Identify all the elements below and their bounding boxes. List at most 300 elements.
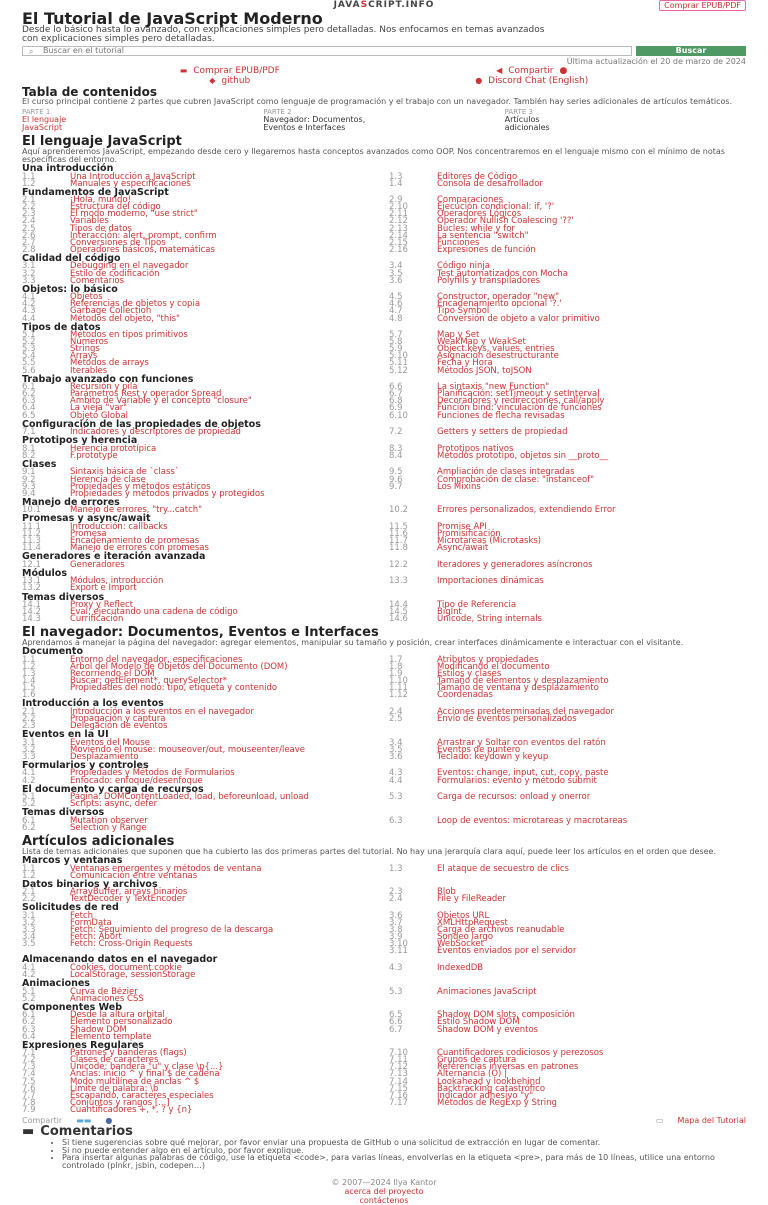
article-title[interactable]: File y FileReader bbox=[437, 894, 506, 905]
chapter-title[interactable]: Eventos en la UI bbox=[22, 729, 109, 741]
article-title[interactable]: Test automatizados con Mocha bbox=[437, 268, 568, 279]
part2-chapters bbox=[22, 648, 746, 832]
article-title[interactable]: Getters y setters de propiedad bbox=[437, 427, 568, 438]
article-title[interactable]: ArrayBuffer, arrays binarios bbox=[70, 887, 188, 898]
article-title[interactable]: Animaciones JavaScript bbox=[437, 986, 537, 997]
article-number: 8.3 bbox=[389, 443, 403, 454]
article-number: 4.3 bbox=[389, 962, 403, 973]
article-link[interactable] bbox=[22, 1104, 379, 1115]
chapter-title[interactable]: Trabajo avanzado con funciones bbox=[22, 373, 194, 385]
article-title[interactable]: Métodos del objeto, "this" bbox=[70, 313, 180, 324]
article-title[interactable]: Herencia prototípica bbox=[70, 443, 157, 454]
article-title[interactable]: Consola de desarrollador bbox=[437, 178, 543, 189]
article-title[interactable]: La sintaxis "new Function" bbox=[437, 382, 550, 393]
article-title[interactable]: Map y Set bbox=[437, 330, 480, 341]
article-title[interactable]: Expresiones de función bbox=[437, 244, 536, 255]
article-link[interactable] bbox=[389, 972, 746, 979]
article-title[interactable]: Bucles: while y for bbox=[437, 223, 515, 234]
article-title[interactable]: Métodos prototipo, objetos sin __proto__ bbox=[437, 450, 609, 461]
search-input[interactable] bbox=[22, 46, 632, 56]
article-number: 4.8 bbox=[389, 313, 403, 324]
article-title[interactable]: Acciones predeterminadas del navegador bbox=[437, 706, 614, 717]
chapter-title[interactable]: Animaciones bbox=[22, 978, 90, 990]
article-title[interactable]: Funciones bbox=[437, 237, 480, 248]
article-link[interactable] bbox=[389, 365, 746, 376]
article-title[interactable]: Clases de caracteres bbox=[70, 1055, 159, 1066]
article-link[interactable] bbox=[389, 481, 746, 492]
article-link[interactable] bbox=[389, 507, 746, 514]
part1-title: El lenguaje JavaScript bbox=[22, 134, 182, 149]
article-title[interactable]: Asignación desestructurante bbox=[437, 351, 559, 362]
article-number bbox=[389, 1107, 437, 1114]
article-link[interactable] bbox=[389, 801, 746, 808]
article-link[interactable] bbox=[389, 815, 746, 826]
article-title[interactable]: Cuantificadores +, *, ? y {n} bbox=[70, 1104, 193, 1115]
article-title[interactable]: Operadores básicos, matemáticas bbox=[70, 244, 215, 255]
facebook-share-icon[interactable]: ● bbox=[105, 1116, 113, 1126]
chapter-title[interactable]: Temas diversos bbox=[22, 591, 105, 603]
article-link[interactable] bbox=[22, 616, 379, 623]
article-title[interactable]: Planificación: setTimeout y setInterval bbox=[437, 389, 600, 400]
article-link[interactable] bbox=[22, 822, 379, 833]
article-link[interactable] bbox=[389, 178, 746, 189]
article-title[interactable]: Iterables bbox=[70, 365, 108, 376]
article-title[interactable]: Una Introducción a JavaScript bbox=[70, 171, 196, 182]
article-title[interactable]: Propagación y captura bbox=[70, 713, 166, 724]
chapter-title[interactable]: Clases bbox=[22, 458, 57, 470]
article-title[interactable]: Funciones de flecha revisadas bbox=[437, 410, 565, 421]
article-link[interactable] bbox=[22, 559, 379, 570]
article-title[interactable]: Modo multilínea de anclas ^ $ bbox=[70, 1076, 200, 1087]
top-buy-button[interactable]: Comprar EPUB/PDF bbox=[659, 0, 746, 11]
chapter-title[interactable]: Prototipos y herencia bbox=[22, 435, 138, 447]
article-link[interactable] bbox=[389, 616, 746, 623]
article-number: 5.1 bbox=[22, 330, 36, 341]
article-title[interactable]: Grupos de captura bbox=[437, 1055, 517, 1066]
article-title[interactable]: Ámbito de Variable y el concepto "closure" bbox=[70, 396, 252, 407]
article-title[interactable]: Enfocado: enfoque/desenfoque bbox=[70, 775, 203, 786]
article-number bbox=[389, 873, 437, 880]
part-link-1[interactable]: PARTE 1 El lenguaje JavaScript bbox=[22, 108, 67, 132]
article-link[interactable] bbox=[389, 244, 746, 255]
article-title[interactable]: Indicadores y descriptores de propiedad bbox=[70, 427, 241, 438]
article-title[interactable]: Función bind: vinculación de funciones bbox=[437, 403, 602, 414]
article-title[interactable]: Conjuntos y rangos [...] bbox=[70, 1097, 170, 1108]
twitter-share-icon[interactable]: ▬▬ bbox=[76, 1116, 92, 1126]
article-number: 2.1 bbox=[22, 195, 36, 206]
article-link[interactable] bbox=[389, 429, 746, 436]
article-number: 4.2 bbox=[22, 299, 36, 310]
article-number: 14.5 bbox=[389, 607, 408, 618]
article-title[interactable]: Mutation observer bbox=[70, 815, 148, 826]
article-link[interactable] bbox=[22, 450, 379, 461]
article-title[interactable]: Patrones y banderas (flags) bbox=[70, 1048, 187, 1059]
article-title[interactable]: Página: DOMContentLoaded, load, beforeunload, unload bbox=[70, 792, 309, 803]
article-title[interactable]: Decoradores y redirecciones, call/apply bbox=[437, 396, 605, 407]
article-link[interactable] bbox=[389, 275, 746, 286]
article-title[interactable]: Blob bbox=[437, 887, 456, 898]
article-title[interactable]: Referencias inversas en patrones bbox=[437, 1062, 579, 1073]
article-title[interactable]: Eventos enviados por el servidor bbox=[437, 946, 577, 957]
article-title[interactable]: Propiedades del nodo: tipo, etiqueta y contenido bbox=[70, 683, 278, 694]
article-title[interactable]: Tipo de Referencia bbox=[437, 600, 517, 611]
article-title[interactable]: Encadenamiento opcional '?.' bbox=[437, 299, 562, 310]
article-title[interactable]: Carga de archivos reanudable bbox=[437, 925, 565, 936]
chapter-title[interactable]: Manejo de errores bbox=[22, 496, 120, 508]
article-title[interactable]: Polyfills y transpiladores bbox=[437, 275, 541, 286]
article-title[interactable]: Fetch: Abort bbox=[70, 932, 122, 943]
article-title[interactable]: Atributos y propiedades bbox=[437, 654, 539, 665]
article-title[interactable]: Lookahead y lookbehind bbox=[437, 1076, 541, 1087]
article-link[interactable] bbox=[389, 559, 746, 570]
article-title[interactable]: Estilo Shadow DOM bbox=[437, 1017, 520, 1028]
github-link[interactable]: ◆ github bbox=[209, 76, 251, 86]
article-title[interactable]: Promesa bbox=[70, 528, 107, 539]
article-title[interactable]: Números bbox=[70, 337, 109, 348]
article-link[interactable] bbox=[389, 825, 746, 832]
copyright: © 2007—2024 Ilya Kantor bbox=[331, 1177, 437, 1187]
article-title[interactable]: Editores de Código bbox=[437, 171, 518, 182]
article-title[interactable]: Recorriendo el DOM bbox=[70, 669, 155, 679]
article-title[interactable]: Scripts: async, defer bbox=[70, 799, 158, 810]
article-number: 7.17 bbox=[389, 1097, 408, 1108]
article-link[interactable] bbox=[22, 941, 379, 948]
article-number bbox=[389, 996, 437, 1003]
article-title[interactable]: Moviendo el mouse: mouseover/out, mouseenter/leave bbox=[70, 744, 306, 755]
article-link[interactable] bbox=[389, 775, 746, 786]
contact-link[interactable]: contáctenos bbox=[359, 1195, 409, 1205]
article-title[interactable]: Entorno del navegador, especificaciones bbox=[70, 654, 243, 665]
article-title[interactable]: XMLHttpRequest bbox=[437, 917, 508, 928]
chapter-title[interactable]: Expresiones Regulares bbox=[22, 1039, 144, 1051]
article-number: 2.4 bbox=[22, 216, 36, 227]
article-number: 2.3 bbox=[22, 721, 36, 732]
article-title[interactable]: TextDecoder y TextEncoder bbox=[70, 894, 186, 905]
article-title[interactable]: Shadow DOM bbox=[70, 1024, 127, 1035]
article-title[interactable]: Métodos JSON, toJSON bbox=[437, 365, 532, 376]
article-title[interactable]: Garbage Collection bbox=[70, 306, 152, 317]
article-number: 2.14 bbox=[389, 230, 408, 241]
chapter-title[interactable]: Objetos: lo básico bbox=[22, 283, 118, 295]
article-title[interactable]: FormData bbox=[70, 917, 112, 928]
article-title[interactable]: Tipos de datos bbox=[70, 223, 132, 234]
article-title[interactable]: Variables bbox=[70, 216, 109, 227]
article-title[interactable]: Importaciones dinámicas bbox=[437, 576, 544, 587]
article-title[interactable]: Eventos de puntero bbox=[437, 744, 521, 755]
article-title[interactable]: El ataque de secuestro de clics bbox=[437, 863, 569, 874]
article-title[interactable]: Constructor, operador "new" bbox=[437, 292, 559, 303]
article-title[interactable]: Manejo de errores, "try...catch" bbox=[70, 505, 203, 516]
article-link[interactable] bbox=[389, 996, 746, 1003]
chapter-title[interactable]: Módulos bbox=[22, 567, 67, 579]
article-link[interactable] bbox=[389, 585, 746, 592]
article-title[interactable]: Escapando, caracteres especiales bbox=[70, 1090, 214, 1101]
share-icon: ◀ bbox=[496, 66, 503, 75]
article-number: 2.2 bbox=[22, 894, 36, 905]
article-title[interactable]: Buscar: getElement*, querySelector* bbox=[70, 676, 227, 687]
article-title[interactable]: Fetch: Seguimiento del progreso de la descarga bbox=[70, 925, 274, 936]
article-title[interactable]: Manuales y especificaciones bbox=[70, 178, 191, 189]
site-logo[interactable]: JAVASCRIPT.INFO bbox=[333, 0, 435, 10]
article-link[interactable] bbox=[22, 685, 379, 692]
article-title[interactable]: Operadores Lógicos bbox=[437, 209, 522, 220]
article-number: 1.2 bbox=[22, 178, 36, 189]
article-link[interactable] bbox=[389, 751, 746, 762]
article-title[interactable]: Tamaño de elementos y desplazamiento bbox=[437, 676, 609, 687]
chapter-title[interactable]: Promesas y async/await bbox=[22, 513, 151, 525]
chapter-title[interactable]: Temas diversos bbox=[22, 807, 105, 819]
chapter-title[interactable]: Almacenando datos en el navegador bbox=[22, 954, 218, 966]
article-title[interactable]: Estilo de codificación bbox=[70, 268, 160, 279]
article-link[interactable] bbox=[389, 545, 746, 552]
article-link[interactable] bbox=[389, 1107, 746, 1114]
article-link[interactable] bbox=[389, 1034, 746, 1041]
article-title[interactable]: Ampliación de clases integradas bbox=[437, 467, 575, 478]
article-title[interactable]: WeakMap y WeakSet bbox=[437, 337, 526, 348]
article-title[interactable]: Desde la altura orbital bbox=[70, 1010, 165, 1021]
article-title[interactable]: Carga de recursos: onload y onerror bbox=[437, 792, 591, 803]
article-link[interactable] bbox=[389, 692, 746, 699]
chapter-title[interactable]: Componentes Web bbox=[22, 1001, 123, 1013]
article-title[interactable]: Cookies, document.cookie bbox=[70, 962, 182, 973]
article-title[interactable]: Propiedades y métodos estáticos bbox=[70, 481, 211, 492]
article-title[interactable]: Eval: ejecutando una cadena de código bbox=[70, 607, 238, 618]
article-title[interactable]: Métodos de RegExp y String bbox=[437, 1097, 557, 1108]
article-title[interactable]: Currificación bbox=[70, 614, 124, 625]
article-number: 2.4 bbox=[389, 706, 403, 717]
comments-icon: ▬ bbox=[22, 1124, 35, 1140]
article-number: 9.7 bbox=[389, 481, 403, 492]
article-title[interactable]: Parámetros Rest y operador Spread bbox=[70, 389, 222, 400]
chapter-title[interactable]: Tipos de datos bbox=[22, 321, 101, 333]
hero-description: Desde lo básico hasta lo avanzado, con explicaciones simples pero detalladas. Nos enfocamos en temas avanzados bbox=[22, 25, 545, 35]
article-number: 3.3 bbox=[22, 751, 36, 762]
article-title[interactable]: F.prototype bbox=[70, 450, 118, 461]
article-title[interactable]: Promisificación bbox=[437, 528, 501, 539]
article-title[interactable]: Ventanas emergentes y métodos de ventana bbox=[70, 863, 262, 874]
article-link[interactable] bbox=[389, 723, 746, 730]
article-title[interactable]: Elemento template bbox=[70, 1031, 152, 1042]
article-title[interactable]: Los Mixins bbox=[437, 481, 481, 492]
article-title[interactable]: Promise API bbox=[437, 521, 487, 532]
article-title[interactable]: Export e Import bbox=[70, 583, 137, 594]
article-title[interactable]: Arrastrar y Soltar con eventos del ratón bbox=[437, 737, 606, 748]
about-link[interactable]: acerca del proyecto bbox=[344, 1186, 424, 1196]
article-link[interactable] bbox=[389, 450, 746, 461]
article-link[interactable] bbox=[389, 491, 746, 498]
article-title[interactable]: Métodos de arrays bbox=[70, 358, 149, 369]
article-link[interactable] bbox=[389, 863, 746, 874]
article-title[interactable]: Herencia de clase bbox=[70, 474, 146, 485]
article-title[interactable]: Referencias de objetos y copia bbox=[70, 299, 201, 310]
article-title[interactable]: Introducción: callbacks bbox=[70, 521, 168, 532]
article-title[interactable]: Objeto Global bbox=[70, 410, 129, 421]
chapter-title[interactable]: Formularios y controles bbox=[22, 759, 149, 771]
article-title[interactable]: Desplazamiento bbox=[70, 751, 139, 762]
article-title[interactable]: Sintaxis básica de `class` bbox=[70, 467, 180, 478]
article-title[interactable]: Fecha y Hora bbox=[437, 358, 493, 369]
article-number bbox=[389, 825, 437, 832]
article-title[interactable]: Código ninja bbox=[437, 261, 490, 272]
article-title[interactable]: Prototipos nativos bbox=[437, 443, 514, 454]
article-link[interactable] bbox=[389, 948, 746, 955]
part-link-2[interactable]: PARTE 2 Navegador: Documentos, Eventos e Interfaces bbox=[263, 108, 366, 132]
article-title[interactable]: Teclado: keydown y keyup bbox=[437, 751, 549, 762]
article-number: 2.1 bbox=[22, 706, 36, 717]
chapter-title[interactable]: Generadores e iteración avanzada bbox=[22, 551, 206, 563]
article-title[interactable]: IndexedDB bbox=[437, 962, 484, 973]
article-title[interactable]: Unicode: bandera "u" y clase \p{...} bbox=[70, 1062, 224, 1073]
article-title[interactable]: Objetos URL bbox=[437, 910, 490, 921]
article-title[interactable]: Comparaciones bbox=[437, 195, 504, 206]
article-title[interactable]: Eventos: change, input, cut, copy, paste bbox=[437, 768, 609, 779]
article-number: 3.1 bbox=[22, 737, 36, 748]
article-title[interactable]: LocalStorage, sessionStorage bbox=[70, 970, 196, 981]
article-title[interactable]: Estilos y clases bbox=[437, 669, 502, 679]
chapter-title[interactable]: Fundamentos de JavaScript bbox=[22, 186, 169, 198]
article-title[interactable]: Indicador adhesivo "y" bbox=[437, 1090, 534, 1101]
article-title[interactable]: Ejecución condicional: if, '?' bbox=[437, 202, 555, 213]
chapter-article-list bbox=[22, 602, 746, 623]
article-title[interactable]: Animaciones CSS bbox=[70, 993, 144, 1004]
article-title[interactable]: Strings bbox=[70, 344, 100, 355]
chapter-title[interactable]: Datos binarios y archivos bbox=[22, 878, 158, 890]
article-title[interactable]: Árbol del Modelo de Objetos del Documento (DOM) bbox=[70, 661, 288, 672]
discord-icon: ● bbox=[475, 76, 483, 85]
article-title[interactable]: Encadenamiento de promesas bbox=[70, 536, 200, 547]
article-link[interactable] bbox=[389, 986, 746, 997]
chapter-title[interactable]: Una introducción bbox=[22, 163, 114, 174]
article-link[interactable] bbox=[389, 578, 746, 585]
article-title[interactable]: Proxy y Reflect bbox=[70, 600, 134, 611]
article-number: 3.6 bbox=[389, 275, 403, 286]
article-link[interactable] bbox=[389, 1097, 746, 1108]
chapter-title[interactable]: Marcos y ventanas bbox=[22, 855, 123, 866]
article-number: 4.5 bbox=[389, 292, 403, 303]
article-title[interactable]: Comentarios bbox=[70, 275, 125, 286]
tutorial-map-link[interactable]: Mapa del Tutorial bbox=[677, 1116, 746, 1126]
article-number: 3.11 bbox=[389, 946, 408, 957]
article-number: 4.4 bbox=[389, 775, 403, 786]
article-title[interactable]: Iteradores y generadores asíncronos bbox=[437, 559, 593, 570]
article-title[interactable]: Comunicación entre ventanas bbox=[70, 870, 198, 881]
article-title[interactable]: Errores personalizados, extendiendo Error bbox=[437, 505, 616, 516]
article-title[interactable]: Conversión de objeto a valor primitivo bbox=[437, 313, 600, 324]
chapter-article-list bbox=[22, 815, 746, 833]
comments-section bbox=[0, 1126, 768, 1169]
article-link[interactable] bbox=[389, 896, 746, 903]
article-title[interactable]: Alternancia (O) | bbox=[437, 1069, 507, 1080]
chapter-title[interactable]: Introducción a los eventos bbox=[22, 698, 164, 710]
article-title[interactable]: Conversiones de Tipos bbox=[70, 237, 166, 248]
article-title[interactable]: Módulos, introducción bbox=[70, 576, 164, 587]
article-title[interactable]: BigInt bbox=[437, 607, 462, 618]
article-title[interactable]: Manejo de errores con promesas bbox=[70, 543, 209, 554]
article-title[interactable]: La sentencia "switch" bbox=[437, 230, 529, 241]
chapter-title[interactable]: Configuración de las propiedades de objetos bbox=[22, 418, 261, 430]
article-title[interactable]: Propiedades y métodos privados y protegidos bbox=[70, 488, 265, 499]
article-title[interactable]: Introducción a los eventos en el navegador bbox=[70, 706, 254, 717]
article-title[interactable]: Eventos del Mouse bbox=[70, 737, 150, 748]
article-title[interactable]: Microtareas (Microtasks) bbox=[437, 536, 542, 547]
article-title[interactable]: Propiedades y Métodos de Formularios bbox=[70, 768, 235, 779]
buy-epub-link[interactable]: ▬ Comprar EPUB/PDF bbox=[179, 66, 280, 76]
article-title[interactable]: Recursión y pila bbox=[70, 382, 138, 393]
article-title[interactable]: Fetch: Cross-Origin Requests bbox=[70, 939, 193, 950]
article-link[interactable] bbox=[389, 794, 746, 801]
article-title[interactable]: Elemento personalizado bbox=[70, 1017, 173, 1028]
article-title[interactable]: Coordenadas bbox=[437, 690, 493, 701]
share-link[interactable]: ◀ Compartir ● bbox=[496, 66, 568, 76]
article-title[interactable]: Tamaño de ventana y desplazamiento bbox=[437, 683, 599, 694]
article-title[interactable]: WebSocket bbox=[437, 939, 484, 950]
article-title[interactable]: Sondeo largo bbox=[437, 932, 494, 943]
article-title[interactable]: ¡Hola, mundo! bbox=[70, 195, 132, 206]
article-title[interactable]: Formularios: evento y método submit bbox=[437, 775, 597, 786]
comment-note: • Si tiene sugerencias sobre qué mejorar, por favor enviar una propuesta de GitHub o una solicitud de extracción en lugar de comentar. bbox=[62, 1139, 746, 1147]
article-link[interactable] bbox=[389, 713, 746, 724]
article-title[interactable]: Debugging en el navegador bbox=[70, 261, 189, 272]
article-title[interactable]: Objetos bbox=[70, 292, 103, 303]
article-title[interactable]: Límite de palabra: \b bbox=[70, 1083, 159, 1094]
article-number: 3.10 bbox=[389, 939, 408, 950]
article-title[interactable]: Arrays bbox=[70, 351, 98, 362]
article-title[interactable]: La vieja "var" bbox=[70, 403, 128, 414]
article-title[interactable]: El modo moderno, "use strict" bbox=[70, 209, 198, 220]
chapter-title[interactable]: Calidad del código bbox=[22, 252, 121, 264]
article-link[interactable] bbox=[389, 873, 746, 880]
article-title[interactable]: Envío de eventos personalizados bbox=[437, 713, 577, 724]
article-title[interactable]: Comprobación de clase: "instanceof" bbox=[437, 474, 595, 485]
discord-link[interactable]: ● Discord Chat (English) bbox=[475, 76, 589, 86]
article-title[interactable]: Modificando el documento bbox=[437, 661, 550, 672]
article-title[interactable]: Delegación de eventos bbox=[70, 721, 168, 732]
article-title[interactable]: Backtracking catastrófico bbox=[437, 1083, 546, 1094]
article-link[interactable] bbox=[389, 962, 746, 973]
article-title[interactable]: Anclas: inicio ^ y final $ de cadena bbox=[70, 1069, 220, 1080]
article-title[interactable]: Cuantificadores codiciosos y perezosos bbox=[437, 1048, 604, 1059]
article-link[interactable] bbox=[389, 313, 746, 324]
article-title[interactable]: Async/await bbox=[437, 543, 489, 554]
article-title[interactable]: Object.keys, values, entries bbox=[437, 344, 555, 355]
chapter-title[interactable]: Documento bbox=[22, 646, 83, 658]
article-number: 1.7 bbox=[389, 654, 403, 665]
article-title[interactable]: Shadow DOM slots, composición bbox=[437, 1010, 575, 1021]
article-title[interactable]: Loop de eventos: microtareas y macrotareas bbox=[437, 815, 628, 826]
article-title[interactable]: Curva de Bézier bbox=[70, 986, 138, 997]
article-link[interactable] bbox=[389, 1024, 746, 1035]
article-title[interactable]: Operador Nullish Coalescing '??' bbox=[437, 216, 574, 227]
article-number: 5.10 bbox=[389, 351, 408, 362]
article-title[interactable]: Tipo Symbol bbox=[437, 306, 490, 317]
article-number: 6.2 bbox=[22, 822, 36, 833]
chapter-title[interactable]: Solicitudes de red bbox=[22, 902, 119, 914]
article-link[interactable] bbox=[389, 410, 746, 421]
article-title[interactable]: Unicode, String internals bbox=[437, 614, 542, 625]
article-title[interactable]: Shadow DOM y eventos bbox=[437, 1024, 539, 1035]
article-title[interactable]: Fetch bbox=[70, 910, 94, 921]
article-title[interactable]: Estructura del código bbox=[70, 202, 161, 213]
article-number: 13.1 bbox=[22, 576, 41, 587]
part-link-3[interactable]: PARTE 3 Artículos adicionales bbox=[504, 108, 550, 132]
article-title[interactable]: Interacción: alert, prompt, confirm bbox=[70, 230, 217, 241]
chapter-title[interactable]: El documento y carga de recursos bbox=[22, 783, 204, 795]
article-number: 1.3 bbox=[22, 669, 36, 679]
article-title[interactable]: Generadores bbox=[70, 559, 125, 570]
article-title[interactable]: Métodos en tipos primitivos bbox=[70, 330, 188, 341]
article-title[interactable]: Selection y Range bbox=[70, 822, 147, 833]
search-button[interactable]: Buscar bbox=[636, 46, 746, 56]
